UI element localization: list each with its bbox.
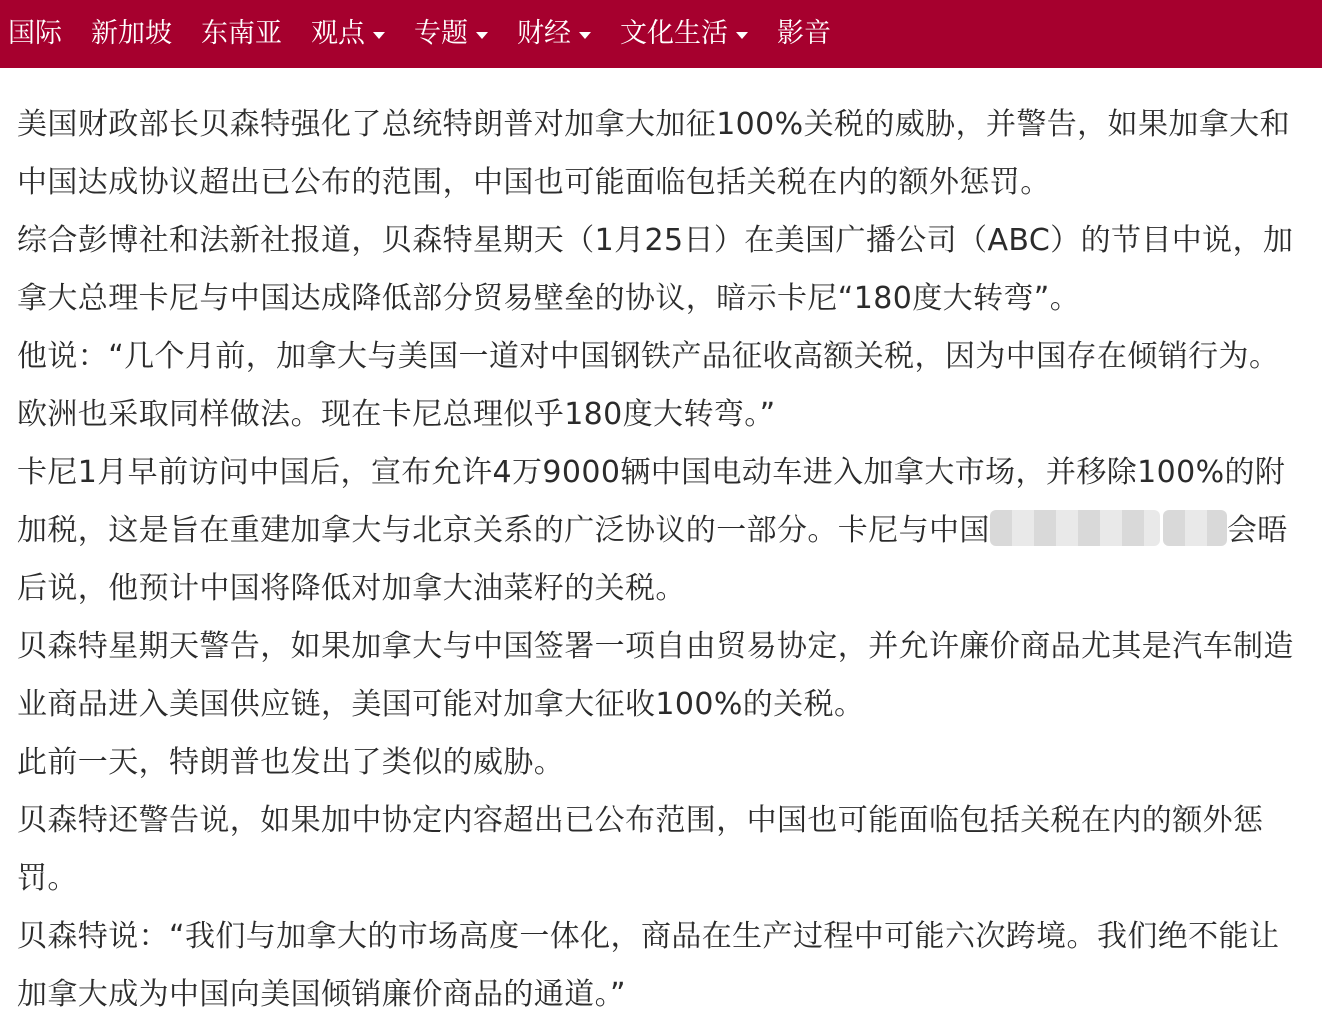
nav-item-finance[interactable] [517, 0, 591, 68]
blurred-text-redaction [990, 510, 1160, 546]
article-paragraph: 贝森特星期天警告，如果加拿大与中国签署一项自由贸易协定，并允许廉价商品尤其是汽车制造业商品进入美国供应链，美国可能对加拿大征收100%的关税。 [17, 629, 1294, 722]
article-paragraph [17, 444, 1308, 618]
nav-item-special-topics[interactable] [414, 0, 488, 68]
chevron-down-icon [373, 32, 385, 39]
article-paragraph: 此前一天，特朗普也发出了类似的威胁。 [17, 745, 565, 780]
nav-item-culture-life[interactable] [620, 0, 748, 68]
nav-item-label: 财经 [517, 18, 571, 49]
nav-item-opinion[interactable] [311, 0, 385, 68]
nav-item-label: 观点 [311, 18, 365, 49]
article-paragraph: 贝森特说：“我们与加拿大的市场高度一体化，商品在生产过程中可能六次跨境。我们绝不能让加拿大成为中国向美国倾销廉价商品的通道。” [17, 919, 1280, 1012]
paragraph-text: 会晤后说，他预计中国将降低对加拿大油菜籽的关税。 [17, 513, 1288, 606]
nav-item-label: 文化生活 [620, 18, 728, 49]
nav-item-label: 东南亚 [201, 18, 282, 49]
nav-item-southeast-asia[interactable] [201, 0, 282, 68]
article-paragraph: 他说：“几个月前，加拿大与美国一道对中国钢铁产品征收高额关税，因为中国存在倾销行为。欧洲也采取同样做法。现在卡尼总理似乎180度大转弯。” [17, 339, 1280, 432]
paragraph-text: 卡尼1月早前访问中国后，宣布允许4万9000辆中国电动车进入加拿大市场，并移除100%的附加税，这是旨在重建加拿大与北京关系的广泛协议的一部分。卡尼与中国 [17, 455, 1286, 548]
article-paragraph: 美国财政部长贝森特强化了总统特朗普对加拿大加征100%关税的威胁，并警告，如果加拿大和中国达成协议超出已公布的范围，中国也可能面临包括关税在内的额外惩罚。 [17, 107, 1290, 200]
nav-item-international[interactable] [8, 0, 62, 68]
chevron-down-icon [579, 32, 591, 39]
article-paragraph: 综合彭博社和法新社报道，贝森特星期天（1月25日）在美国广播公司（ABC）的节目中说，加拿大总理卡尼与中国达成降低部分贸易壁垒的协议，暗示卡尼“180度大转弯”。 [17, 223, 1294, 316]
nav-item-video[interactable] [777, 0, 831, 68]
article-paragraph: 贝森特还警告说，如果加中协定内容超出已公布范围，中国也可能面临包括关税在内的额外惩罚。 [17, 803, 1264, 896]
article-body [0, 68, 1322, 1024]
nav-item-label: 国际 [8, 18, 62, 49]
nav-item-singapore[interactable] [91, 0, 172, 68]
nav-item-label: 专题 [414, 18, 468, 49]
top-nav-bar [0, 0, 1322, 68]
chevron-down-icon [736, 32, 748, 39]
blurred-text-redaction [1163, 510, 1227, 546]
nav-item-label: 影音 [777, 18, 831, 49]
chevron-down-icon [476, 32, 488, 39]
nav-item-label: 新加坡 [91, 18, 172, 49]
